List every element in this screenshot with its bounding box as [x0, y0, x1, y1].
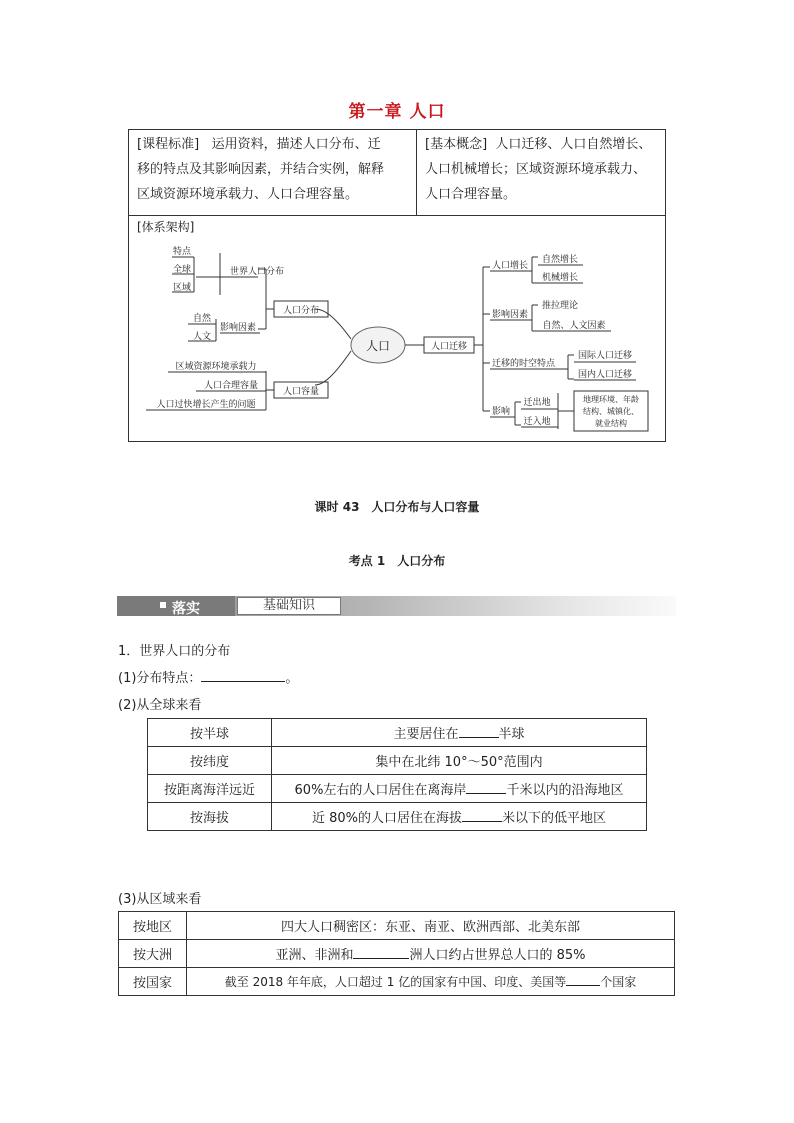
- row-label: 按纬度: [148, 747, 272, 775]
- node-world-item: 特点: [172, 247, 192, 257]
- square-bullet-icon: [160, 602, 166, 608]
- node-world-distribution: 世界人口分布: [230, 267, 285, 277]
- row-content: 60%左右的人口居住在离海岸 千米以内的沿海地区: [272, 775, 647, 803]
- framework-center: 人口: [365, 339, 391, 353]
- framework-label: [体系架构]: [137, 220, 195, 234]
- node-influence-factors: 影响因素: [492, 310, 529, 320]
- node-spacetime-item: 国内人口迁移: [577, 370, 633, 380]
- lesson-title: 课时 43 人口分布与人口容量: [314, 500, 480, 514]
- concepts-label: [基本概念]: [425, 137, 488, 152]
- framework-diagram: [128, 129, 666, 442]
- table-row: [148, 775, 647, 803]
- node-impact: 影响: [492, 407, 511, 417]
- answer-blank[interactable]: [462, 821, 502, 822]
- row-label: 按距离海洋远近: [148, 775, 272, 803]
- answer-blank[interactable]: [201, 681, 285, 682]
- banner-tag: 落实: [172, 601, 200, 617]
- chapter-title: 第一章 人口: [348, 102, 446, 122]
- node-factor-item: 自然: [192, 314, 212, 324]
- row-content: 主要居住在 半球: [272, 719, 647, 747]
- row-content: 截至 2018 年年底，人口超过 1 亿的国家有中国、印度、美国等 个国家: [187, 968, 675, 996]
- table-row: [119, 940, 675, 968]
- item-label: (1)分布特点：: [118, 671, 202, 686]
- node-migration: 人口迁移: [430, 342, 468, 352]
- node-spacetime: 迁移的时空特点: [492, 359, 556, 369]
- banner-tag-bg: [117, 596, 235, 616]
- node-growth-item: 机械增长: [541, 273, 579, 283]
- curriculum-line: 运用资料，描述人口分布、迁: [211, 137, 381, 152]
- node-influence-item: 推拉理论: [541, 301, 579, 311]
- node-influence-item: 自然、人文因素: [542, 321, 606, 331]
- item-suffix: 。: [285, 671, 299, 686]
- answer-blank[interactable]: [466, 793, 506, 794]
- row-label: 按国家: [119, 968, 187, 996]
- node-growth: 人口增长: [492, 261, 529, 271]
- item-global: (2)从全球来看: [118, 698, 202, 713]
- table-row: [148, 719, 647, 747]
- banner-label: 基础知识: [237, 597, 341, 615]
- row-content: 亚洲、非洲和 洲人口约占世界总人口的 85%: [187, 940, 675, 968]
- section-banner: [117, 596, 676, 616]
- row-content: 近 80%的人口居住在海拔 米以下的低平地区: [272, 803, 647, 831]
- curriculum-line: 移的特点及其影响因素，并结合实例，解释: [137, 162, 385, 177]
- table-row: [148, 747, 647, 775]
- node-world-item: 区域: [172, 283, 192, 293]
- point-title: 考点 1 人口分布: [348, 554, 446, 568]
- concepts-line: 人口合理容量。: [425, 187, 517, 202]
- node-impact-result: 地理环境、年龄: [583, 395, 639, 404]
- node-distribution: 人口分布: [282, 306, 320, 316]
- section-heading: 1．世界人口的分布: [118, 644, 231, 659]
- curriculum-line: 区域资源环境承载力、人口合理容量。: [137, 187, 359, 202]
- node-factors: 影响因素: [220, 323, 257, 333]
- concepts-line: 人口迁移、人口自然增长、: [495, 137, 652, 152]
- node-capacity-item: 区域资源环境承载力: [175, 362, 257, 372]
- node-world-item: 全球: [172, 265, 192, 275]
- node-factor-item: 人文: [192, 332, 212, 342]
- row-content: 四大人口稠密区：东亚、南亚、欧洲西部、北美东部: [187, 912, 675, 940]
- node-impact-item: 迁入地: [523, 417, 551, 427]
- row-label: 按大洲: [119, 940, 187, 968]
- table-row: [148, 803, 647, 831]
- node-capacity: 人口容量: [282, 387, 320, 397]
- node-spacetime-item: 国际人口迁移: [577, 351, 633, 361]
- row-label: 按海拔: [148, 803, 272, 831]
- global-table: [147, 718, 647, 831]
- row-content: 集中在北纬 10°～50°范围内: [272, 747, 647, 775]
- concepts-line: 人口机械增长；区域资源环境承载力、: [425, 162, 647, 177]
- regional-table: [118, 911, 675, 996]
- answer-blank[interactable]: [566, 985, 600, 986]
- answer-blank[interactable]: [459, 737, 499, 738]
- table-row: [119, 968, 675, 996]
- table-row: [119, 912, 675, 940]
- node-impact-item: 迁出地: [523, 398, 551, 408]
- item-regional: (3)从区域来看: [118, 892, 202, 907]
- item-distribution-feature: [118, 667, 298, 686]
- curriculum-label: [课程标准]: [137, 137, 200, 152]
- node-capacity-item: 人口合理容量: [203, 381, 259, 391]
- node-growth-item: 自然增长: [541, 255, 579, 265]
- row-label: 按半球: [148, 719, 272, 747]
- answer-blank[interactable]: [353, 958, 409, 959]
- row-label: 按地区: [119, 912, 187, 940]
- node-impact-result: 就业结构: [595, 419, 627, 428]
- node-impact-result: 结构、城镇化、: [583, 407, 639, 416]
- node-capacity-item: 人口过快增长产生的问题: [156, 400, 256, 410]
